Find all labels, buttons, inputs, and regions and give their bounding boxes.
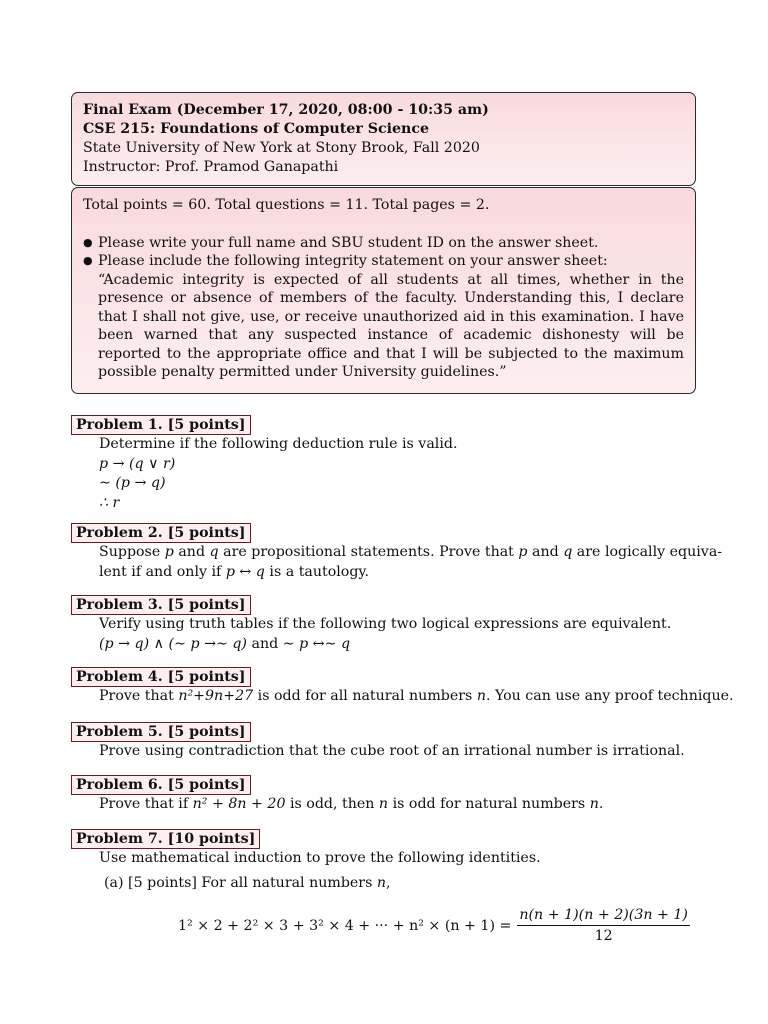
problem-text: Determine if the following deduction rule is valid. <box>99 436 458 452</box>
problem-label: Problem 7. [10 points] <box>71 829 260 849</box>
problem-3 <box>71 594 696 654</box>
instructions-box <box>71 187 696 394</box>
exam-header-box <box>71 92 696 186</box>
problem-text: Prove that if n² + 8n + 20 is odd, then n is odd for natural numbers n. <box>99 796 604 812</box>
instructor-line: Instructor: Prof. Pramod Ganapathi <box>83 159 339 175</box>
problem-label: Problem 5. [5 points] <box>71 722 251 742</box>
university-line: State University of New York at Stony Brook, Fall 2020 <box>83 140 480 156</box>
problem-label: Problem 1. [5 points] <box>71 415 251 435</box>
problem-1 <box>71 414 696 513</box>
problem-text: Prove using contradiction that the cube root of an irrational number is irrational. <box>99 743 685 759</box>
problem-label: Problem 6. [5 points] <box>71 775 251 795</box>
problem-7 <box>71 828 696 893</box>
problem-text: Verify using truth tables if the following two logical expressions are equivalent. (p → q) ∧ (∼ p →∼ q) and ∼ p ↔∼ q <box>99 616 672 652</box>
problem-part-a: (a) [5 points] For all natural numbers n, <box>104 874 391 891</box>
problem-label: Problem 2. [5 points] <box>71 523 251 543</box>
problem-5 <box>71 721 696 762</box>
problem-2 <box>71 522 723 582</box>
problem-label: Problem 4. [5 points] <box>71 667 251 687</box>
course-title: CSE 215: Foundations of Computer Science <box>83 121 430 137</box>
premise-line: p → (q ∨ r) <box>99 455 176 472</box>
formula-fraction <box>517 907 690 944</box>
conclusion-line: ∴ r <box>99 494 120 511</box>
problem-text: Use mathematical induction to prove the following identities. (a) [5 points] For all natural numbers n, <box>71 849 696 893</box>
exam-title: Final Exam (December 17, 2020, 08:00 - 10:35 am) <box>83 102 489 118</box>
problem-text: Prove that n²+9n+27 is odd for all natural numbers n. You can use any proof technique. <box>99 688 734 704</box>
problem-label: Problem 3. [5 points] <box>71 595 251 615</box>
bullet-icon: ● <box>83 254 93 267</box>
instructions-list <box>83 234 684 382</box>
instruction-item: ● Please write your full name and SBU student ID on the answer sheet. <box>83 234 599 251</box>
totals-line: Total points = 60. Total questions = 11. Total pages = 2. <box>83 197 490 213</box>
premise-line: ∼ (p → q) <box>99 475 166 491</box>
formula-lhs: 1² × 2 + 2² × 3 + 3² × 4 + ··· + n² × (n + 1) = <box>178 917 512 934</box>
problem-text: Suppose p and q are propositional statements. Prove that p and q are logically equiva- lent if and only if p ↔ q is a tautology. <box>99 544 723 580</box>
problem-6 <box>71 774 696 815</box>
instruction-item: ● Please include the following integrity statement on your answer sheet: “Academic integrity is expected of all students at all times, whether in the presence or absence of members of the faculty. Understanding this, I declare that I shall not give, use, or receive unauthorized aid in this examination. I have been warned that any suspected instance of academic dishonesty will be reported to the appropriate office and that I will be subjected to the maximum possible penalty permitted under University guidelines.” <box>83 253 684 380</box>
formula-denominator: 12 <box>594 928 613 944</box>
identity-formula <box>178 907 690 944</box>
bullet-icon: ● <box>83 235 93 249</box>
formula-numerator: n(n + 1)(n + 2)(3n + 1) <box>517 907 690 926</box>
integrity-statement: “Academic integrity is expected of all students at all times, whether in the presence or absence of members of the faculty. Understanding this, I declare that I shall not give, use, or receive unauthorized aid in this examination. I have been warned that any suspected instance of academic dishonesty will be reported to the appropriate office and that I will be subjected to the maximum possible penalty permitted under University guidelines.” <box>98 271 684 380</box>
problem-4 <box>71 666 734 707</box>
